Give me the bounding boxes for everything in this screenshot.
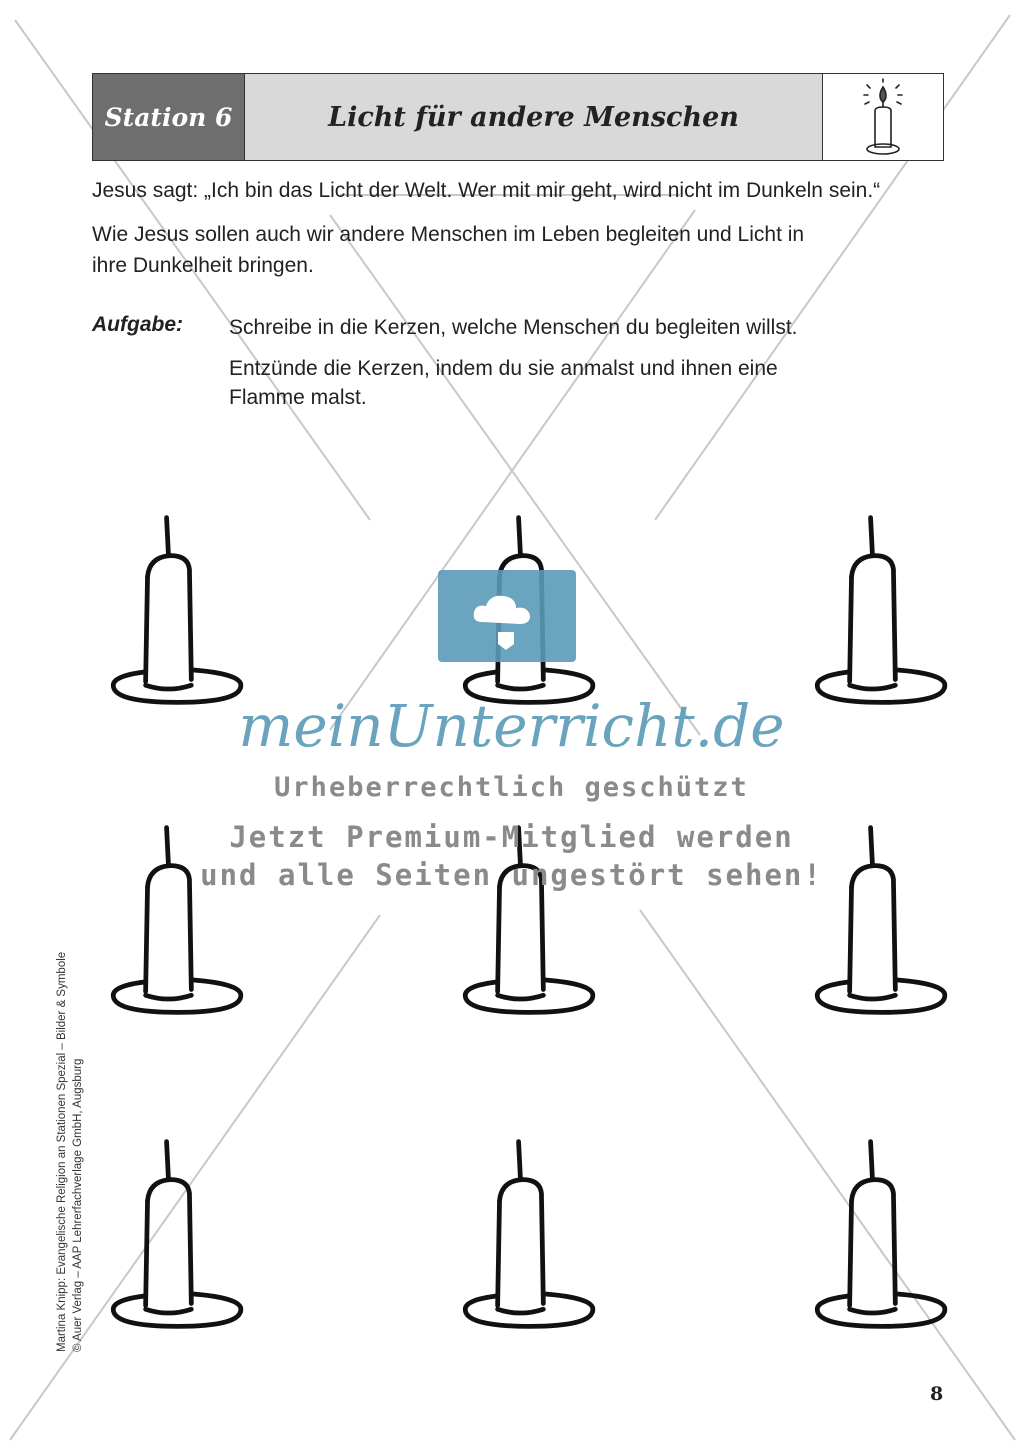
jesus-quote: Jesus sagt: „Ich bin das Licht der Welt. Wer mit mir geht, wird nicht im Dunkeln sein.“	[92, 179, 881, 202]
task-label: Aufgabe:	[92, 313, 183, 336]
station-header	[92, 73, 944, 161]
candle-9[interactable]	[812, 1134, 952, 1334]
candle-3[interactable]	[812, 510, 952, 710]
credit-text	[54, 952, 86, 1352]
intro-line-1: Wie Jesus sollen auch wir andere Menschen im Leben begleiten und Licht in	[92, 223, 805, 246]
watermark-unlock: und alle Seiten ungestört sehen!	[200, 858, 823, 892]
watermark-copyright: Urheberrechtlich geschützt	[274, 772, 749, 803]
task-step-2-line-1: Entzünde die Kerzen, indem du sie anmalst und ihnen eine	[229, 357, 778, 380]
intro-line-2: ihre Dunkelheit bringen.	[92, 254, 314, 277]
watermark-premium: Jetzt Premium-Mitglied werden	[229, 820, 794, 854]
credit-line-2: © Auer Verlag – AAP Lehrerfachverlage GmbH, Augsburg	[72, 1058, 84, 1352]
page-number: 8	[930, 1383, 944, 1405]
candle-icon	[823, 74, 943, 160]
page-title: Licht für andere Menschen	[245, 74, 823, 160]
credit-line-1: Martina Knipp: Evangelische Religion an Stationen Spezial – Bilder & Symbole	[56, 951, 68, 1352]
briefcase-icon	[438, 566, 576, 662]
task-step-1: Schreibe in die Kerzen, welche Menschen du begleiten willst.	[229, 316, 798, 339]
candle-7[interactable]	[108, 1134, 248, 1334]
candle-1[interactable]	[108, 510, 248, 710]
task-step-2-line-2: Flamme malst.	[229, 386, 367, 409]
watermark-logo: meinUnterricht.de	[238, 692, 785, 760]
station-label: Station 6	[93, 74, 245, 160]
candle-8[interactable]	[460, 1134, 600, 1334]
